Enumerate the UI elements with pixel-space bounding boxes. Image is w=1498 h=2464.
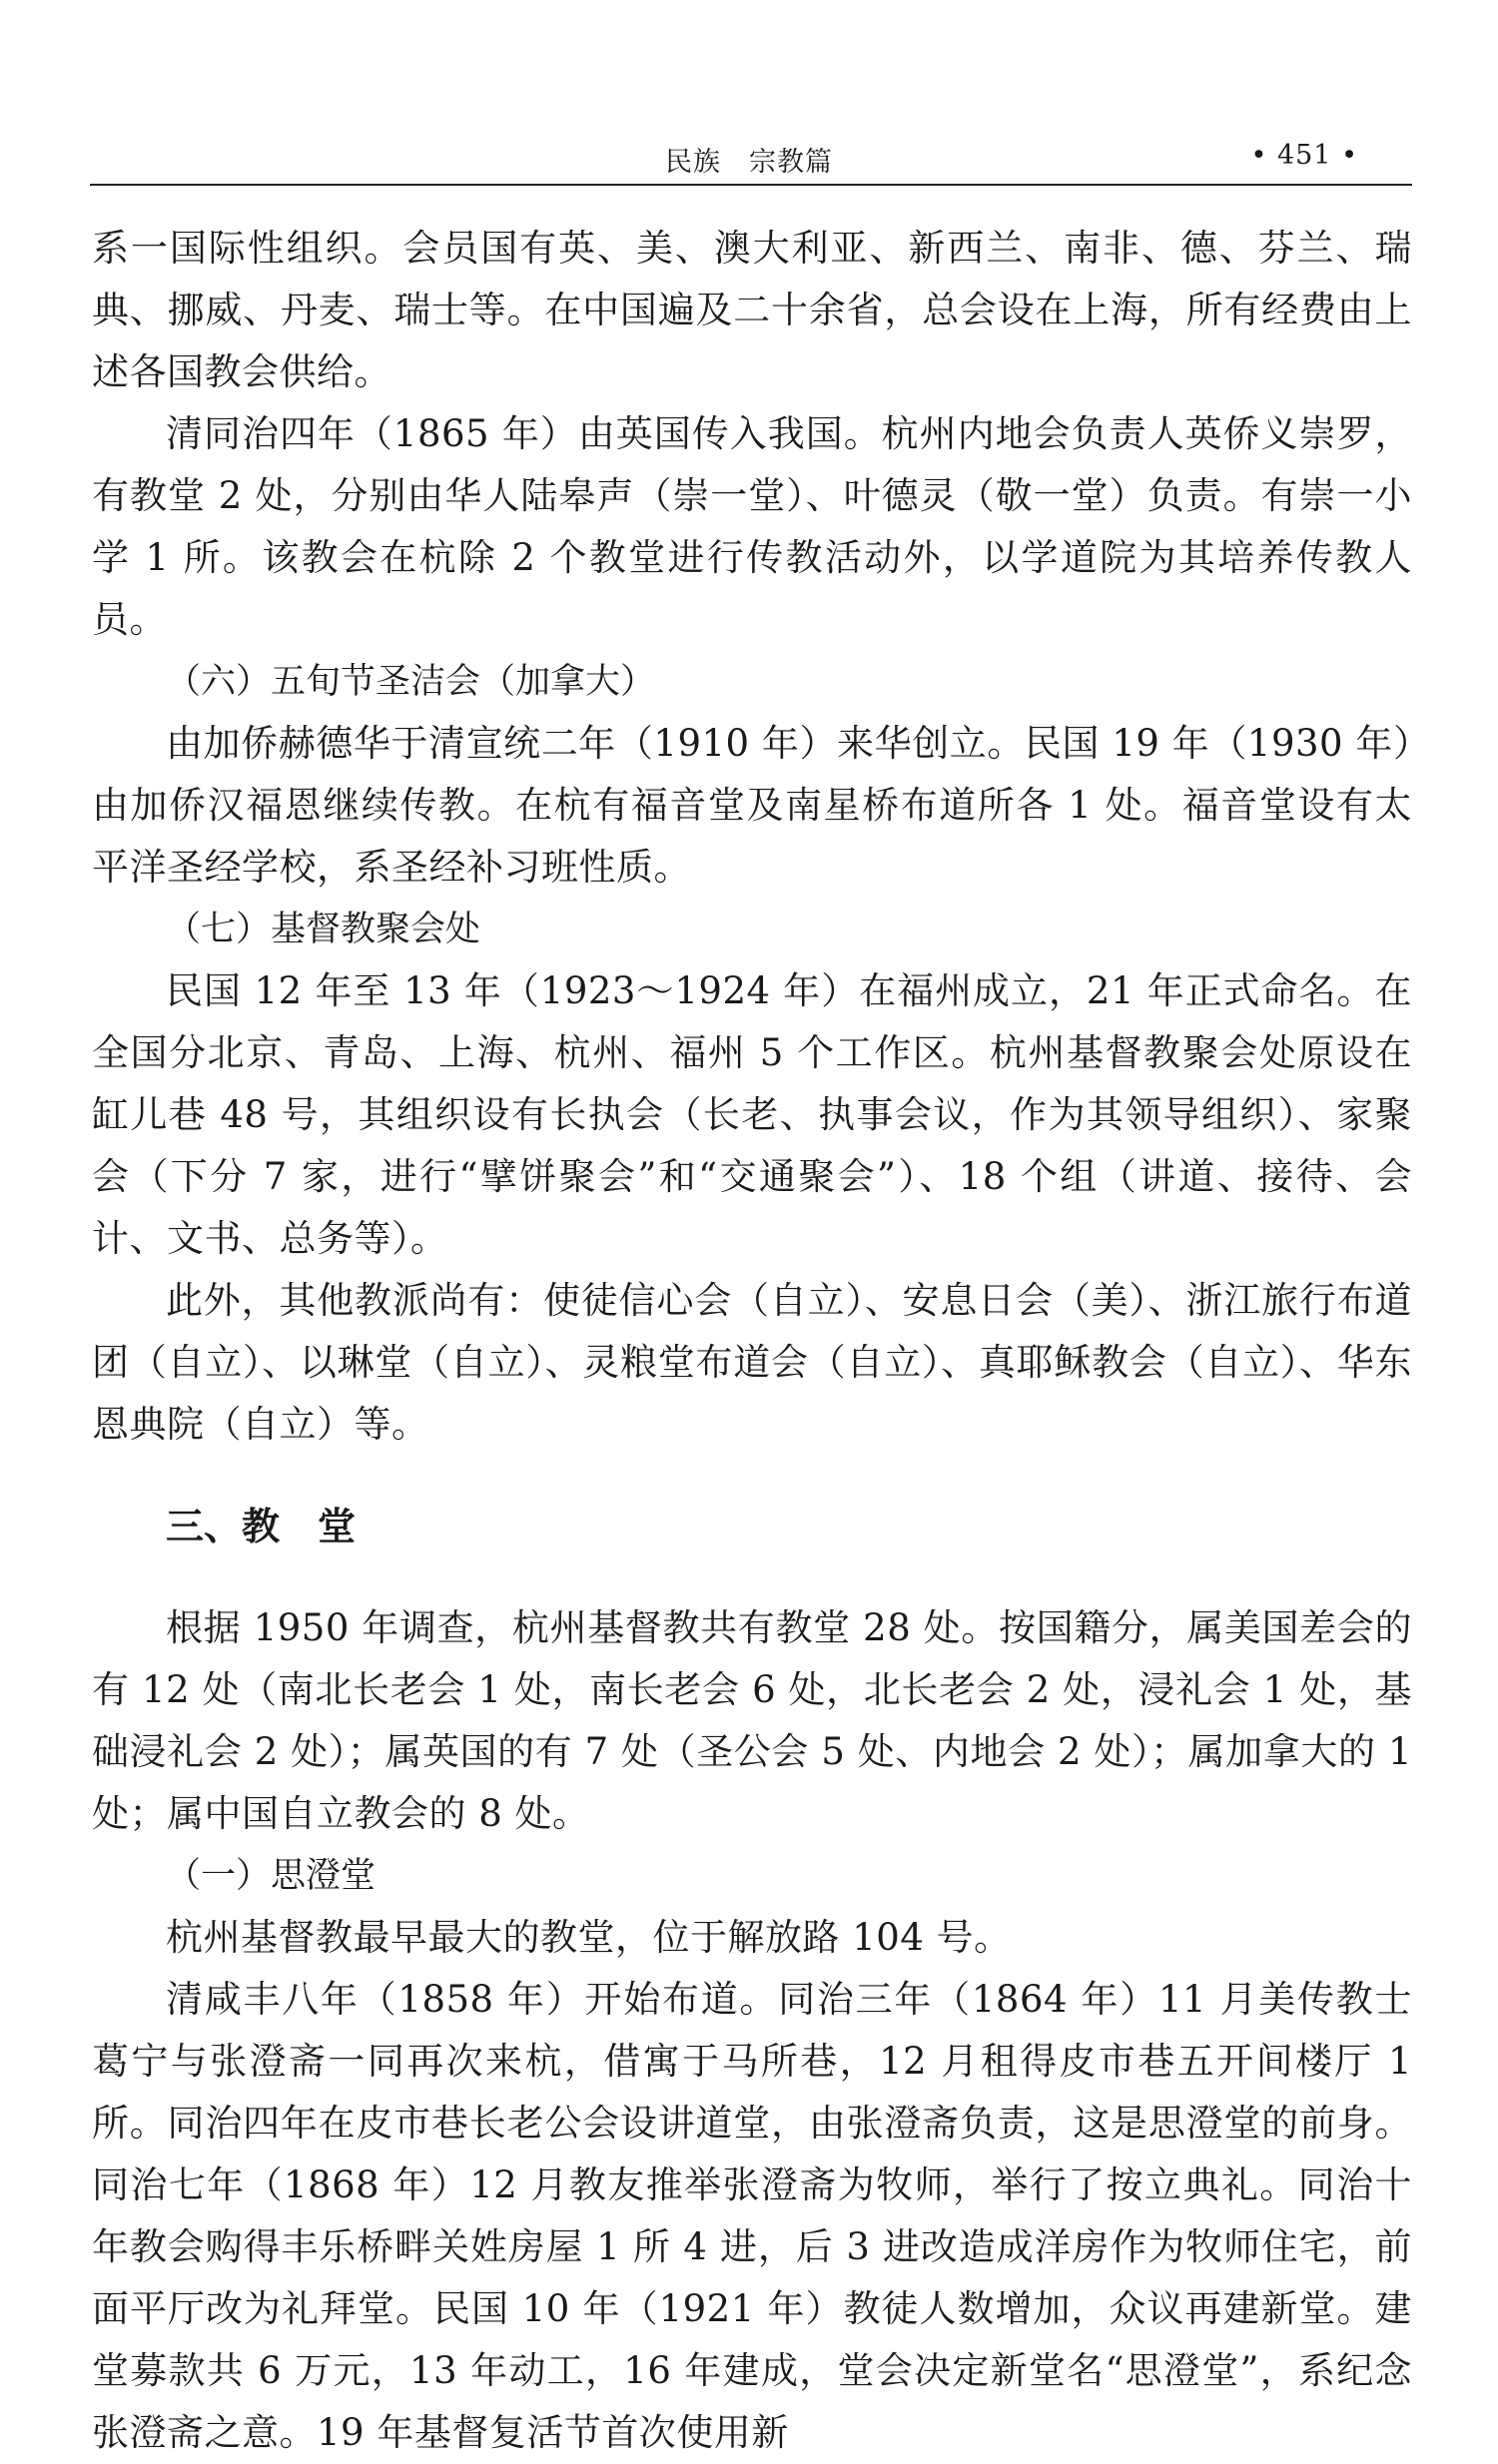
header-rule: [90, 184, 1412, 186]
subheading-sicheng-church: （一）思澄堂: [166, 1856, 376, 1896]
paragraph: 杭州基督教最早最大的教堂，位于解放路 104 号。: [166, 1916, 1012, 1959]
running-header: [90, 140, 1408, 180]
paragraph: 民国 12 年至 13 年（1923～1924 年）在福州成立，21 年正式命名。在全国分北京、青岛、上海、杭州、福州 5 个工作区。杭州基督教聚会处原设在缸儿巷 48 号，其组织设有长执会（长老、执事会议，作为其领导组织）、家聚会（下分 7 家，进行“擘饼聚会”和“交通聚会”）、18 个组（讲道、接待、会计、文书、总务等）。: [92, 969, 1412, 1260]
paragraph: 由加侨赫德华于清宣统二年（1910 年）来华创立。民国 19 年（1930 年）由加侨汉福恩继续传教。在杭有福音堂及南星桥布道所各 1 处。福音堂设有太平洋圣经学校，系圣经补习班性质。: [92, 722, 1412, 889]
section-heading-churches: 三、教 堂: [166, 1505, 357, 1548]
paragraph: 根据 1950 年调查，杭州基督教共有教堂 28 处。按国籍分，属美国差会的有 12 处（南北长老会 1 处，南长老会 6 处，北长老会 2 处，浸礼会 1 处，基础浸礼会 2 处）；属英国的有 7 处（圣公会 5 处、内地会 2 处）；属加拿大的 1 处；属中国自立教会的 8 处。: [92, 1606, 1412, 1835]
subheading-pentecostal-holiness: （六）五旬节圣洁会（加拿大）: [166, 662, 656, 702]
page-number: • 451 •: [1250, 140, 1358, 171]
section-title: 民族 宗教篇: [665, 147, 833, 178]
paragraph-continued: 系一国际性组织。会员国有英、美、澳大利亚、新西兰、南非、德、芬兰、瑞典、挪威、丹麦、瑞士等。在中国遍及二十余省，总会设在上海，所有经费由上述各国教会供给。: [92, 227, 1412, 393]
paragraph: 此外，其他教派尚有：使徒信心会（自立）、安息日会（美）、浙江旅行布道团（自立）、以琳堂（自立）、灵粮堂布道会（自立）、真耶稣教会（自立）、华东恩典院（自立）等。: [92, 1279, 1412, 1446]
subheading-local-church: （七）基督教聚会处: [166, 910, 481, 949]
body-text: [92, 218, 1412, 2464]
paragraph: 清咸丰八年（1858 年）开始布道。同治三年（1864 年）11 月美传教士葛宁与张澄斋一同再次来杭，借寓于马所巷，12 月租得皮市巷五开间楼厅 1 所。同治四年在皮市巷长老公会设讲道堂，由张澄斋负责，这是思澄堂的前身。同治七年（1868 年）12 月教友推举张澄斋为牧师，举行了按立典礼。同治十年教会购得丰乐桥畔关姓房屋 1 所 4 进，后 3 进改造成洋房作为牧师住宅，前面平厅改为礼拜堂。民国 10 年（1921 年）教徒人数增加，众议再建新堂。建堂募款共 6 万元，13 年动工，16 年建成，堂会决定新堂名“思澄堂”，系纪念张澄斋之意。19 年基督复活节首次使用新: [92, 1978, 1412, 2454]
paragraph: 清同治四年（1865 年）由英国传入我国。杭州内地会负责人英侨义崇罗，有教堂 2 处，分别由华人陆皋声（崇一堂）、叶德灵（敬一堂）负责。有崇一小学 1 所。该教会在杭除 2 个教堂进行传教活动外，以学道院为其培养传教人员。: [92, 412, 1412, 641]
